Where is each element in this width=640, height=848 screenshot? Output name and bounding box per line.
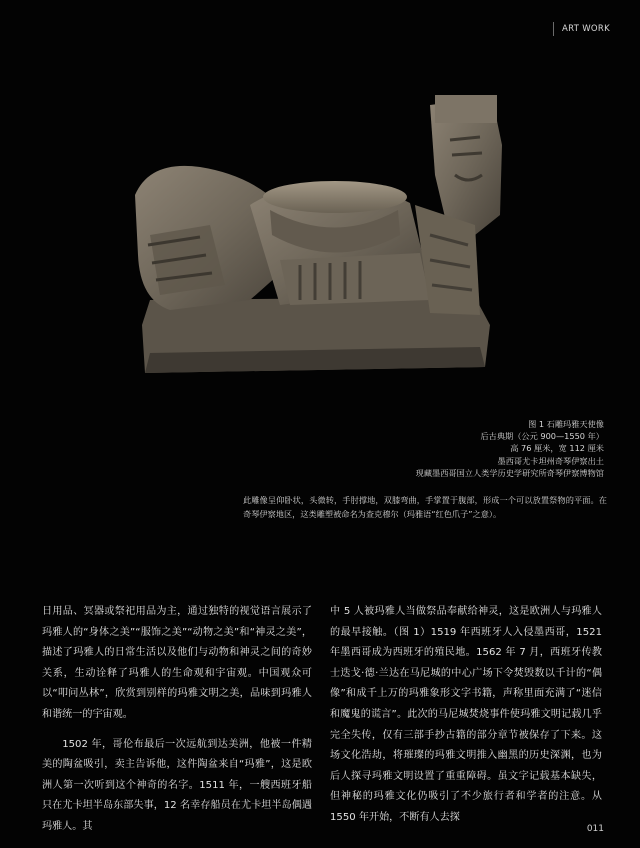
section-tag: ART WORK (553, 22, 640, 36)
paragraph: 日用品、冥器或祭祀用品为主，通过独特的视觉语言展示了玛雅人的“身体之美”“服饰之美”“动物之美”和“神灵之美”，描述了玛雅人的日常生活以及他们与动物和神灵之间的奇妙关系，生动诠释了玛雅人的生命观和宇宙观。中国观众可以“叩问丛林”，欣赏到别样的玛雅文明之美，品味到玛雅人和谐统一的宇宙观。 (42, 606, 312, 720)
chacmool-sculpture-photo (130, 85, 520, 385)
figure-caption (304, 418, 604, 479)
paragraph: 中 5 人被玛雅人当做祭品奉献给神灵，这是欧洲人与玛雅人的最早接触。（图 1）1519 年西班牙人入侵墨西哥，1521 年墨西哥成为西班牙的殖民地。1562 年 7 月，西班牙传教士迭戈·德·兰达在马尼城的中心广场下令焚毁数以千计的“偶像”和成千上万的玛雅象形文字书籍，声称里面充满了“迷信和魔鬼的谎言”。此次的马尼城焚烧事件使玛雅文明记载几乎完全失传，仅有三部手抄古籍的部分章节被保存了下来。这场文化浩劫，将璀璨的玛雅文明推入幽黑的历史深渊，也为后人探寻玛雅文明设置了重重障碍。虽文字记载基本缺失，但神秘的玛雅文化仍吸引了不少旅行者和学者的注意。从 1550 年开始，不断有人去探 (330, 606, 602, 823)
body-column-right (330, 602, 602, 829)
page-number: 011 (586, 824, 604, 834)
paragraph: 1502 年，哥伦布最后一次远航到达美洲，他被一件精美的陶盆吸引，卖主告诉他，这件陶盆来自“玛雅”，这是欧洲人第一次听到这个神奇的名字。1511 年，一艘西班牙船只在尤卡坦半岛东部失事，12 名幸存船员在尤卡坦半岛偶遇玛雅人。其 (42, 738, 312, 832)
caption-line: 现藏墨西哥国立人类学历史学研究所奇琴伊察博物馆 (415, 467, 604, 478)
caption-line: 墨西哥尤卡坦州奇琴伊察出土 (497, 455, 604, 466)
body-column-left (42, 602, 312, 838)
caption-line: 图 1 石雕玛雅天使像 (528, 419, 604, 429)
figure-description: 此雕像呈仰卧状，头微转，手肘撑地，双膝弯曲，手掌置于腹部，形成一个可以放置祭物的平面。在奇琴伊察地区，这类雕塑被命名为查克穆尔（玛雅语“红色爪子”之意）。 (243, 495, 607, 519)
caption-line: 高 76 厘米，宽 112 厘米 (510, 443, 604, 454)
caption-line: 后古典期（公元 900—1550 年） (480, 431, 604, 442)
